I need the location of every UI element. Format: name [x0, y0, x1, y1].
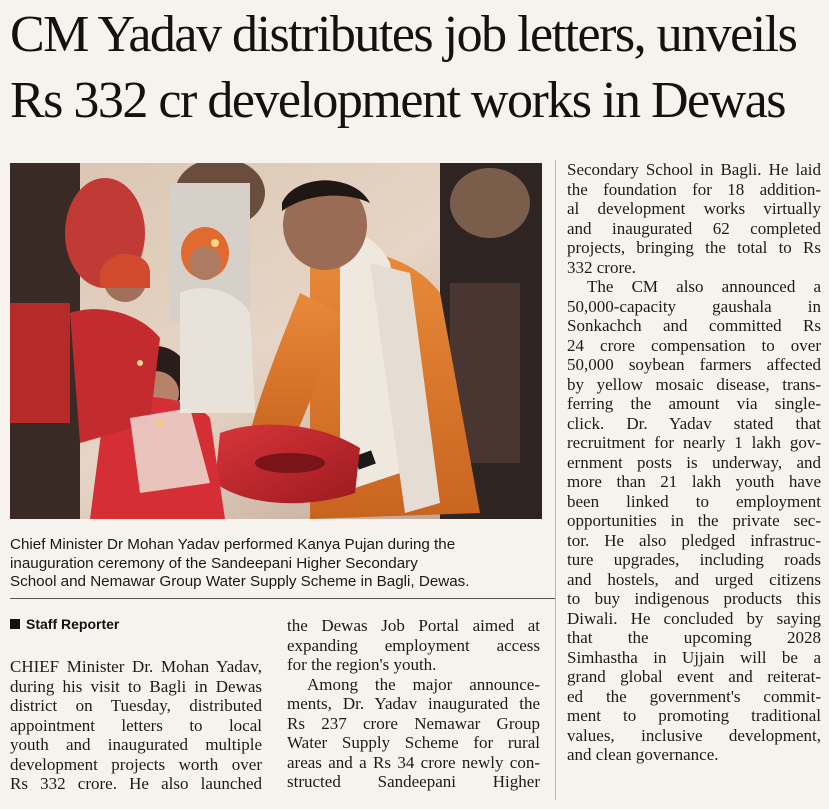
col1-line: district on Tuesday, distributed	[10, 696, 262, 715]
kanya-pujan-photo	[10, 163, 542, 519]
col3-line: been linked to employment	[567, 491, 821, 511]
col2-line: the Dewas Job Portal aimed at	[287, 616, 540, 635]
headline	[10, 2, 825, 134]
col3-line: and clean governance.	[567, 745, 719, 764]
col2-line: areas and a Rs 34 crore newly con-	[287, 752, 540, 772]
col3-line: 332 crore.	[567, 257, 636, 277]
col2-line: expanding employment access	[287, 635, 540, 655]
col3-line: ture upgrades, including roads	[567, 550, 821, 569]
col2-line: Among the major announce-	[307, 674, 540, 694]
col3-line: 50,000 soybean farmers affected	[567, 355, 821, 374]
col3-line: opportunities in the private sec-	[567, 511, 821, 530]
col3-line: and hostels, and urged citizens	[567, 569, 821, 589]
col1-line: CHIEF Minister Dr. Mohan Yadav,	[10, 657, 262, 676]
byline-square-icon	[10, 619, 20, 629]
caption-rule	[10, 598, 555, 599]
col3-line: Simhastha in Ujjain will be a	[567, 647, 821, 667]
photo-caption	[10, 536, 555, 592]
col3-line: tor. He also pledged infrastruc-	[567, 530, 821, 550]
byline-text: Staff Reporter	[26, 616, 120, 632]
col3-line: ment to promoting traditional	[567, 706, 821, 725]
article-column-2	[287, 616, 540, 792]
col3-line: al development works virtually	[567, 199, 821, 218]
col3-line: that the upcoming 2028	[567, 628, 821, 647]
col3-line: The CM also announced a	[587, 277, 821, 296]
col3-line: projects, bringing the total to Rs	[567, 238, 821, 257]
col3-line: to buy indigenous products this	[567, 589, 821, 608]
caption-line-3: School and Nemawar Group Water Supply Scheme in Bagli, Dewas.	[10, 573, 470, 590]
col2-line: Water Supply Scheme for rural	[287, 733, 540, 752]
col1-line: during his visit to Bagli in Dewas	[10, 676, 262, 696]
headline-line-2: Rs 332 cr development works in Dewas	[10, 72, 785, 129]
col3-line: by yellow mosaic disease, trans-	[567, 374, 821, 394]
article-column-1	[10, 657, 262, 794]
caption-line-1: Chief Minister Dr Mohan Yadav performed Kanya Pujan during the	[10, 536, 456, 553]
col3-line: Sonkachch and committed Rs	[567, 316, 821, 335]
col3-line: values, inclusive development,	[567, 725, 821, 745]
col3-line: ferring the amount via single-	[567, 394, 821, 413]
headline-line-1: CM Yadav distributes job letters, unveils	[10, 6, 797, 63]
col2-line: ments, Dr. Yadav inaugurated the	[287, 694, 540, 713]
col3-line: ernment posts is underway, and	[567, 452, 821, 472]
col3-line: and inaugurated 62 completed	[567, 218, 821, 238]
col3-line: Secondary School in Bagli. He laid	[567, 160, 821, 179]
col3-line: 24 crore compensation to over	[567, 335, 821, 355]
col2-line: structed Sandeepani Higher	[287, 772, 540, 791]
col3-line: Diwali. He concluded by saying	[567, 608, 821, 628]
col3-line: recruitment for nearly 1 lakh gov-	[567, 433, 821, 452]
col3-line: grand global event and reiterat-	[567, 667, 821, 686]
col1-line: youth and inaugurated multiple	[10, 735, 262, 754]
col3-line: 50,000-capacity gaushala in	[567, 296, 821, 316]
col3-line: the foundation for 18 addition-	[567, 179, 821, 199]
col1-line: Rs 332 crore. He also launched	[10, 774, 262, 793]
news-photo	[10, 163, 542, 519]
caption-line-2: inauguration ceremony of the Sandeepani Higher Secondary	[10, 554, 418, 572]
col3-line: ed the government's commit-	[567, 686, 821, 706]
col1-line: appointment letters to local	[10, 715, 262, 735]
byline	[10, 615, 119, 633]
col3-line: more than 21 lakh youth have	[567, 472, 821, 491]
column-divider	[555, 160, 556, 800]
col2-line: Rs 237 crore Nemawar Group	[287, 713, 540, 733]
col2-line: for the region's youth.	[287, 655, 437, 674]
col1-line: development projects worth over	[10, 754, 262, 774]
article-column-3	[567, 160, 821, 765]
col3-line: click. Dr. Yadav stated that	[567, 413, 821, 433]
